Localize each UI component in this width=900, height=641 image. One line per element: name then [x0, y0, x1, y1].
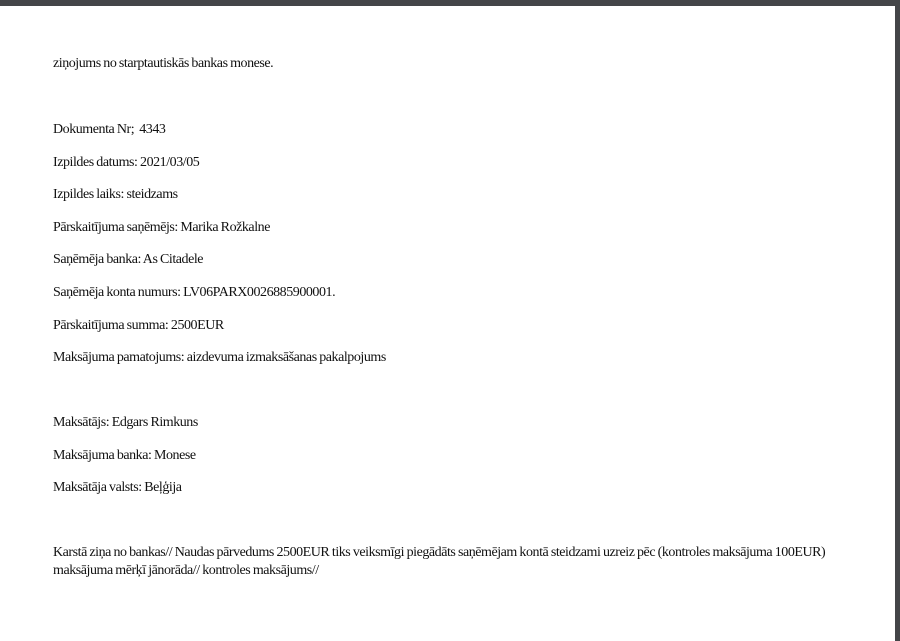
field-value: Marika Rožkalne: [180, 220, 270, 235]
recipient-bank-row: [53, 251, 203, 269]
transfer-amount-row: [53, 317, 224, 335]
field-value: As Citadele: [142, 252, 204, 267]
recipient-account-row: [53, 284, 335, 302]
field-value: aizdevuma izmaksāšanas pakalpojums: [186, 350, 386, 365]
field-label: Maksājuma banka:: [53, 448, 152, 463]
field-value: steidzams: [126, 187, 178, 202]
intro-line: ziņojums no starptautiskās bankas monese.: [53, 56, 274, 71]
field-label: Izpildes datums:: [53, 155, 138, 170]
execution-date-row: [53, 154, 199, 172]
field-value: Monese: [154, 448, 196, 463]
field-value: Beļģija: [144, 480, 182, 495]
document-number-row: [53, 121, 165, 139]
recipient-row: [53, 219, 270, 237]
field-label: Pārskaitījuma summa:: [53, 318, 169, 333]
field-label: Maksātājs:: [53, 415, 110, 430]
field-label: Pārskaitījuma saņēmējs:: [53, 220, 178, 235]
payer-row: [53, 414, 198, 432]
field-label: Maksājuma pamatojums:: [53, 350, 185, 365]
payment-reason-row: [53, 349, 386, 367]
field-label: Saņēmēja banka:: [53, 252, 141, 267]
field-label: Dokumenta Nr;: [53, 122, 135, 137]
payer-bank-row: [53, 447, 196, 465]
field-value: 4343: [139, 122, 166, 137]
field-label: Maksātāja valsts:: [53, 480, 142, 495]
field-value: LV06PARX0026885900001.: [183, 285, 336, 300]
bank-message-paragraph: Karstā ziņa no bankas// Naudas pārvedums 2500EUR tiks veiksmīgi piegādāts saņēmējam kontā steidzami uzreiz pēc (kontroles maksājuma 100EUR) maksājuma mērķī jānorāda// kontroles maksājums//: [53, 545, 826, 578]
execution-time-row: [53, 186, 178, 204]
field-label: Izpildes laiks:: [53, 187, 124, 202]
field-value: 2500EUR: [170, 318, 224, 333]
document-page: [0, 6, 895, 641]
field-value: Edgars Rimkuns: [111, 415, 198, 430]
payer-country-row: [53, 479, 182, 497]
field-label: Saņēmēja konta numurs:: [53, 285, 181, 300]
field-value: 2021/03/05: [140, 155, 200, 170]
